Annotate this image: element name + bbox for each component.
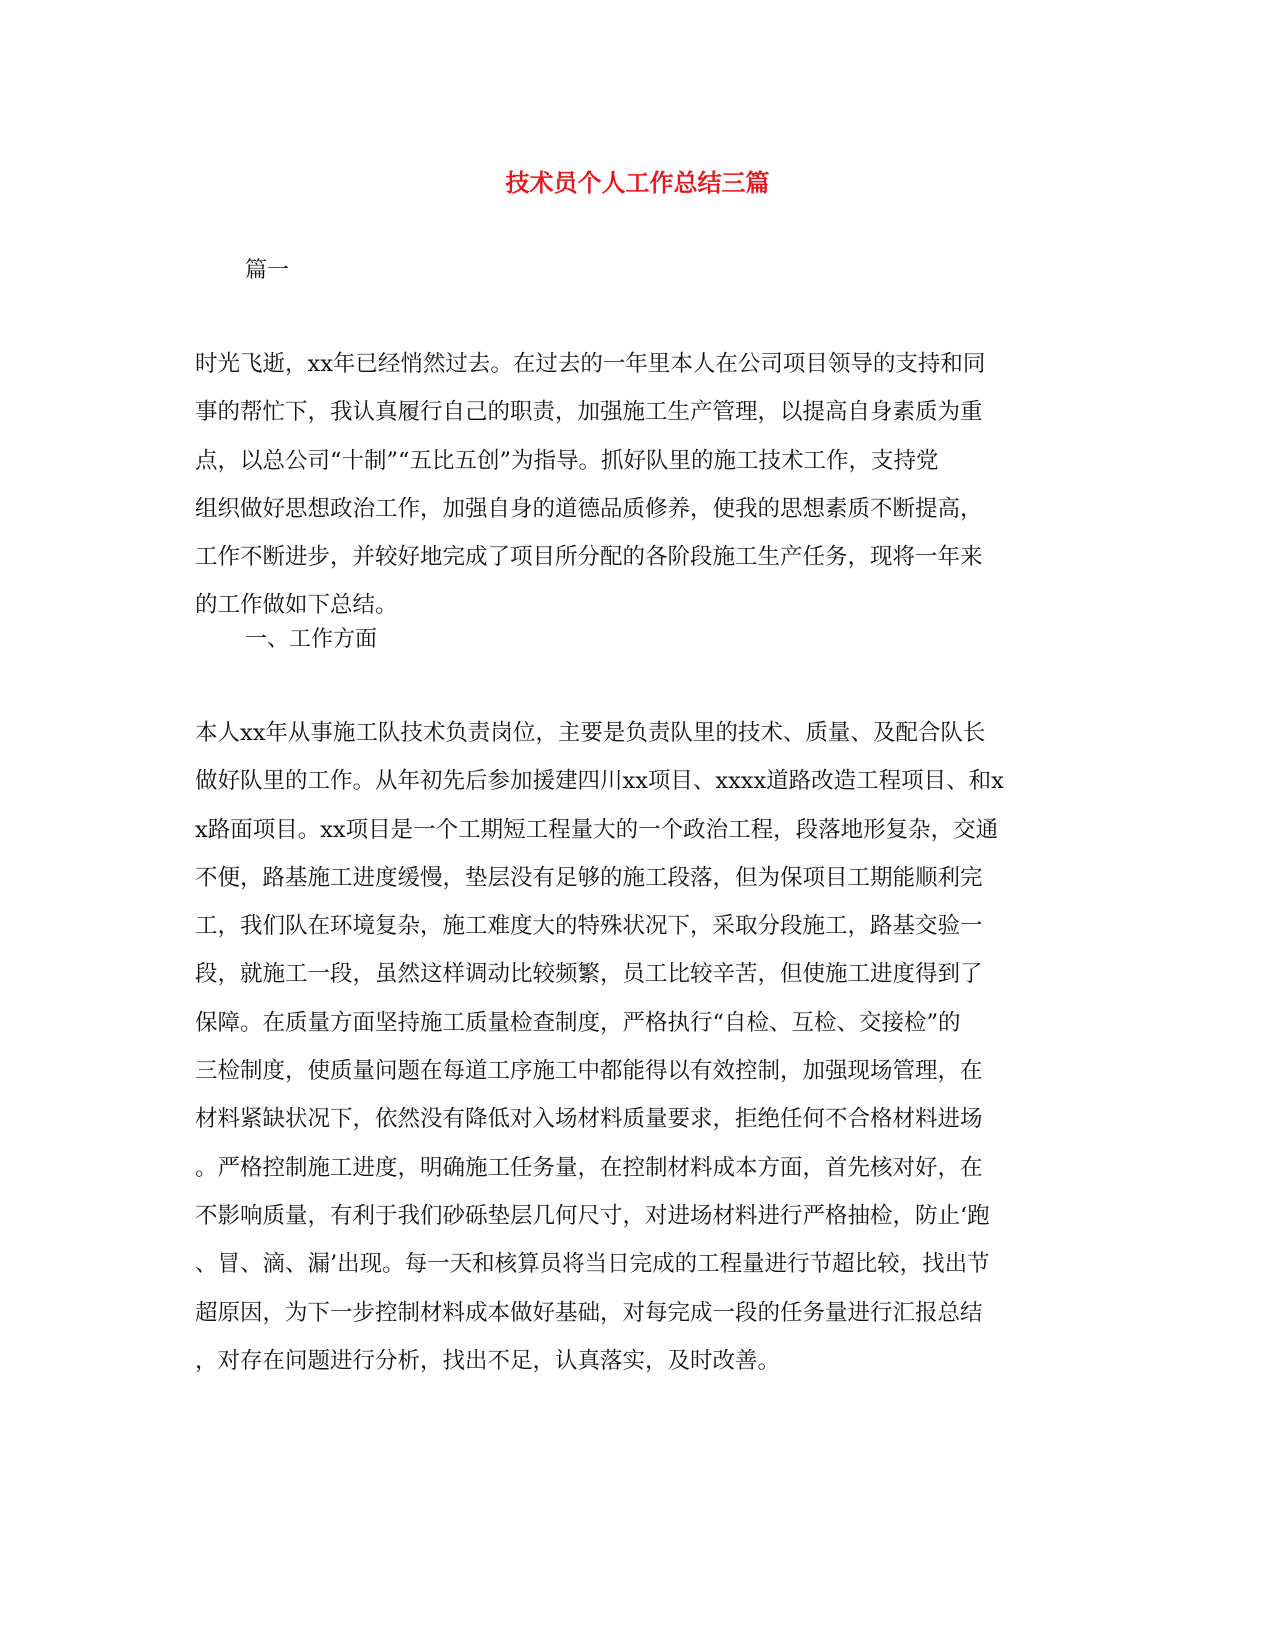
paragraph-line: ，对存在问题进行分析，找出不足，认真落实，及时改善。: [195, 1347, 781, 1374]
paragraph-line: 段，就施工一段，虽然这样调动比较频繁，员工比较辛苦，但使施工进度得到了: [195, 961, 983, 988]
paragraph-work: [195, 709, 1075, 1385]
paragraph-line: 做好队里的工作。从年初先后参加援建四川xx项目、xxxx道路改造工程项目、和x: [195, 768, 1004, 795]
section-label: 篇一: [245, 258, 290, 283]
document-title: 技术员个人工作总结三篇: [505, 168, 770, 197]
paragraph-line: 工，我们队在环境复杂，施工难度大的特殊状况下，采取分段施工，路基交验一: [195, 913, 983, 940]
subheading-work: 一、工作方面: [245, 627, 378, 652]
paragraph-line: 保障。在质量方面坚持施工质量检查制度，严格执行“自检、互检、交接检”的: [195, 1009, 961, 1036]
paragraph-line: 、冒、滴、漏’出现。每一天和核算员将当日完成的工程量进行节超比较，找出节: [195, 1251, 990, 1278]
paragraph-line: 工作不断进步，并较好地完成了项目所分配的各阶段施工生产任务，现将一年来: [195, 544, 983, 571]
paragraph-line: 本人xx年从事施工队技术负责岗位，主要是负责队里的技术、质量、及配合队长: [195, 720, 986, 746]
paragraph-line: x路面项目。xx项目是一个工期短工程量大的一个政治工程，段落地形复杂，交通: [195, 816, 999, 843]
paragraph-intro: [195, 340, 1075, 630]
paragraph-line: 不影响质量，有利于我们砂砾垫层几何尺寸，对进场材料进行严格抽检，防止‘跑: [195, 1202, 990, 1229]
paragraph-line: 时光飞逝，xx年已经悄然过去。在过去的一年里本人在公司项目领导的支持和同: [195, 351, 986, 377]
paragraph-line: 事的帮忙下，我认真履行自己的职责，加强施工生产管理，以提高自身素质为重: [195, 399, 983, 426]
paragraph-line: 组织做好思想政治工作，加强自身的道德品质修养，使我的思想素质不断提高，: [195, 495, 983, 522]
paragraph-line: 的工作做如下总结。: [195, 592, 398, 619]
paragraph-line: 。严格控制施工进度，明确施工任务量，在控制材料成本方面，首先核对好，在: [195, 1154, 983, 1181]
paragraph-line: 点，以总公司“十制”“五比五创”为指导。抓好队里的施工技术工作，支持党: [195, 447, 939, 474]
paragraph-line: 材料紧缺状况下，依然没有降低对入场材料质量要求，拒绝任何不合格材料进场: [195, 1106, 983, 1133]
paragraph-line: 超原因，为下一步控制材料成本做好基础，对每完成一段的任务量进行汇报总结: [195, 1299, 983, 1326]
paragraph-line: 不便，路基施工进度缓慢，垫层没有足够的施工段落，但为保项目工期能顺利完: [195, 864, 983, 891]
paragraph-line: 三检制度，使质量问题在每道工序施工中都能得以有效控制，加强现场管理，在: [195, 1058, 983, 1085]
